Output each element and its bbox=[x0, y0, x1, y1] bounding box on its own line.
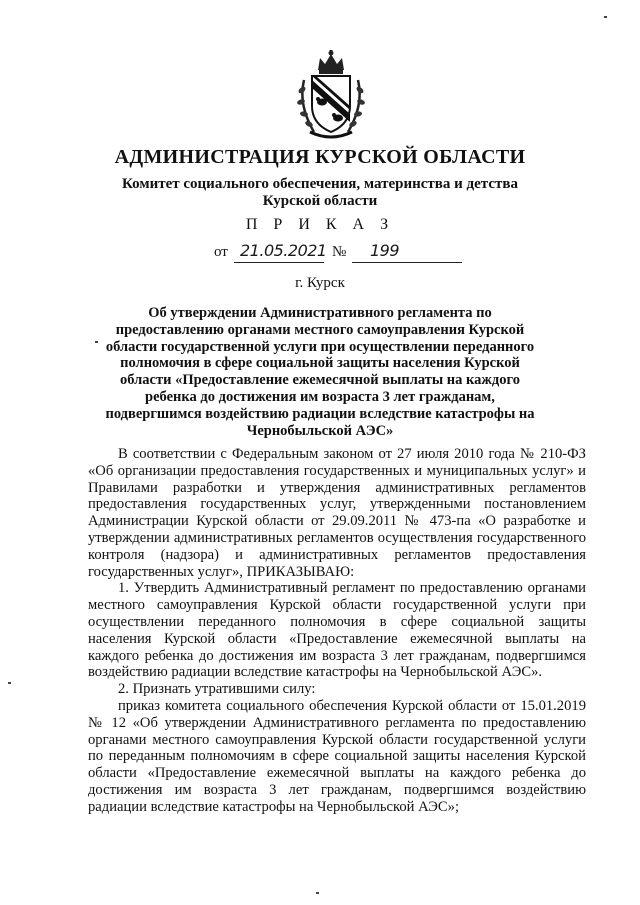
subject-line: области «Предоставление ежемесячной выплаты на каждого bbox=[120, 372, 520, 389]
scan-speck bbox=[8, 682, 11, 684]
subject-line: ребенка до достижения им возраста 3 лет гражданам, bbox=[145, 388, 495, 405]
city: г. Курск bbox=[295, 275, 345, 291]
number-underline bbox=[352, 262, 462, 263]
coat-of-arms-emblem bbox=[296, 50, 366, 142]
date-prefix: от bbox=[214, 244, 228, 260]
handwritten-number: 199 bbox=[370, 241, 400, 260]
subject-line: Чернобыльской АЭС» bbox=[246, 422, 394, 439]
scan-speck bbox=[604, 16, 607, 18]
committee-name-line-1: Комитет социального обеспечения, материнства и детства bbox=[122, 176, 518, 192]
item-2-heading: 2. Признать утратившими силу: bbox=[118, 681, 316, 698]
item-2-paragraph: приказ комитета социального обеспечения Курской области от 15.01.2019 № 12 «Об утверждении Административного регламента по предоставлению органами местного самоуправления Курской области государственной услуги по переданным полномочиям в сфере социальной защиты населения Курской области «Предоставление ежемесячной выплаты на каждого ребенка до достижения им возраста 3 лет гражданам, подвергшимся воздействию радиации вследствие катастрофы на Чернобыльской АЭС»; bbox=[88, 697, 586, 815]
order-subject bbox=[70, 305, 570, 439]
order-body bbox=[88, 446, 586, 816]
subject-line: предоставлению органами местного самоуправления Курской bbox=[115, 321, 525, 338]
administration-title: АДМИНИСТРАЦИЯ КУРСКОЙ ОБЛАСТИ bbox=[114, 146, 526, 168]
preamble-paragraph: В соответствии с Федеральным законом от 27 июля 2010 года № 210-ФЗ «Об организации предоставления государственных и муниципальных услуг» и Правилами разработки и утверждения административных регламентов предоставления государственных услуг, утвержденными постановлением Администрации Курской области от 29.09.2011 № 473-па «О разработке и утверждении административных регламентов осуществления государственного контроля (надзора) и административных регламентов предоставления государственных услуг», ПРИКАЗЫВАЮ: bbox=[88, 446, 586, 580]
committee-name-line-2: Курской области bbox=[262, 193, 378, 209]
subject-line: подвергшимся воздействию радиации вследствие катастрофы на bbox=[105, 405, 535, 422]
scan-speck bbox=[95, 341, 98, 343]
order-heading: П Р И К А З bbox=[245, 216, 395, 233]
subject-line: области государственной услуги при осуществлении переданного bbox=[105, 338, 535, 355]
scan-speck bbox=[316, 892, 319, 894]
date-underline bbox=[234, 262, 324, 263]
handwritten-date: 21.05.2021 bbox=[240, 241, 327, 260]
number-prefix: № bbox=[332, 244, 347, 260]
order-date-number-line bbox=[214, 242, 474, 264]
subject-line: Об утверждении Административного регламента по bbox=[148, 305, 492, 321]
item-1-paragraph: 1. Утвердить Административный регламент по предоставлению органами местного самоуправления Курской области государственной услуги при осуществлении переданного полномочия в сфере социальной защиты населения Курской области «Предоставление ежемесячной выплаты на каждого ребенка до достижения им возраста 3 лет гражданам, подвергшимся воздействию радиации вследствие катастрофы на Чернобыльской АЭС». bbox=[88, 580, 586, 681]
subject-line: полномочия в сфере социальной защиты населения Курской bbox=[120, 355, 520, 372]
committee-name bbox=[0, 176, 640, 210]
